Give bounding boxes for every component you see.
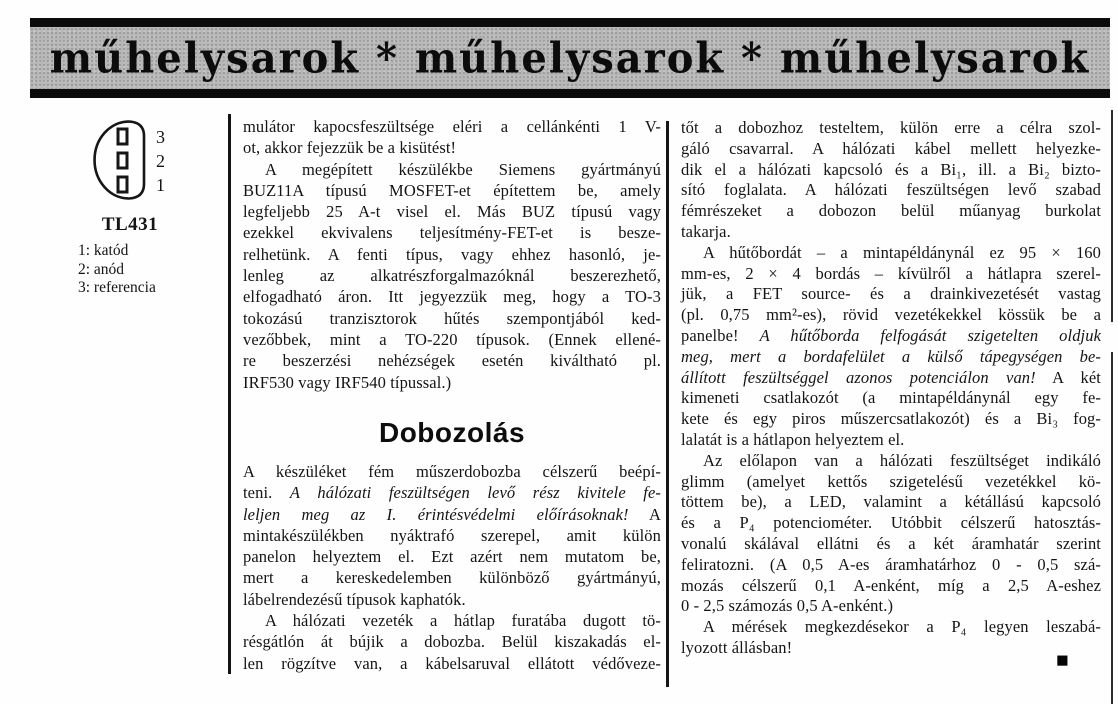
text-run: re beszerzési nehézségek esetén kiváltható pl.	[243, 351, 661, 371]
text-line	[243, 286, 661, 307]
text-line	[243, 308, 661, 329]
text-line	[681, 430, 1101, 451]
column-divider-left	[228, 114, 231, 674]
text-line	[243, 610, 661, 631]
text-run: gáló csavarral. A hálózati kábel mellett helyezke-	[681, 138, 1101, 158]
text-line	[681, 388, 1101, 409]
text-run: ot, akkor fejezzük be a kisütést!	[243, 138, 457, 158]
text-run: A megépített készülékbe Siemens gyártmányú	[265, 159, 661, 179]
pin-legend-item: 2: anód	[78, 260, 125, 278]
page-edge-line	[1111, 110, 1113, 322]
pin-3-pad	[118, 129, 127, 144]
text-line	[243, 159, 661, 180]
text-run: vezőbbek, mint a TO-220 típusok. (Ennek ellené-	[243, 329, 661, 349]
text-run: A készüléket fém műszerdobozba célszerű beépí-	[243, 462, 661, 481]
italic-text-run: A hálózati feszültségen levő rész kivitele fe-	[289, 483, 661, 503]
pin-2-pad	[118, 153, 127, 168]
text-run: tőt a dobozhoz testeltem, külön erre a célra szol-	[681, 118, 1101, 137]
page-edge-line	[1111, 352, 1113, 704]
text-run: feliratozni. (A 0,5 A-es áramhatárhoz 0 - 0,5 szá-	[681, 554, 1101, 574]
text-run: és a P₄ potenciométer. Utóbbit célszerű hatosztás-	[681, 513, 1101, 533]
text-line	[243, 372, 661, 393]
banner-title: műhelysarok * műhelysarok * műhelysarok	[49, 33, 1091, 83]
text-line	[681, 180, 1101, 201]
pin-1-pad	[118, 177, 127, 192]
text-line	[681, 222, 1101, 243]
text-run: jük, a FET source- és a drainkivezetését vastag	[681, 284, 1101, 304]
text-line	[243, 329, 661, 350]
text-run: Az előlapon van a hálózati feszültséget indikáló	[703, 450, 1101, 470]
text-line	[681, 638, 1101, 659]
text-line	[243, 546, 661, 567]
text-run: A két	[1035, 367, 1101, 387]
text-run: mert a kereskedelemben különböző gyártmányú,	[243, 568, 661, 588]
text-line	[681, 201, 1101, 222]
text-run: IRF530 vagy IRF540 típussal.)	[243, 372, 452, 392]
text-run: lenleg az alkatrészforgalmazóknál beszerezhető,	[243, 266, 661, 286]
text-run: 0 - 2,5 számozás 0,5 A-enként.)	[681, 596, 894, 616]
pin-number: 2	[156, 151, 165, 171]
text-line	[243, 482, 661, 503]
text-run: A hálózati vezeték a hátlap furatába dugott tö-	[265, 611, 661, 631]
text-line	[243, 461, 661, 482]
text-line	[681, 555, 1101, 576]
text-run: mulátor kapocsfeszültsége eléri a cellánkénti 1 V-	[243, 117, 661, 136]
text-run: kete és egy piros műszercsatlakozót) és a Bi₃ fog-	[681, 409, 1101, 429]
text-line	[243, 180, 661, 201]
text-run: (pl. 0,75 mm²-es), rövid vezetékekkel kössük be a	[681, 305, 1101, 325]
text-line	[681, 451, 1101, 472]
text-line	[243, 244, 661, 265]
italic-text-run: leljen meg az I. érintésvédelmi előírásoknak!	[243, 504, 629, 524]
text-line	[681, 596, 1101, 617]
component-name: TL431	[101, 214, 159, 235]
text-line	[681, 534, 1101, 555]
text-run: fémrészeket a dobozon belül műanyag burkolat	[681, 201, 1101, 221]
pin-legend-item: 3: referencia	[78, 279, 156, 296]
pin-number: 1	[156, 175, 165, 195]
text-run: kimeneti csatlakozót (a mintapéldánynál egy fe-	[681, 388, 1101, 408]
italic-text-run: A hűtőborda felfogását szigetelten oldjuk	[759, 325, 1101, 345]
text-run: relhetünk. A fenti típus, vagy ehhez hasonló, je-	[243, 244, 661, 264]
text-run: résgátlón át bújik a dobozba. Belül kiszakadás el-	[243, 632, 661, 652]
text-line	[681, 576, 1101, 597]
text-line	[681, 264, 1101, 285]
text-run: legfeljebb 25 A-t visel el. Más BUZ típusú vagy	[243, 202, 661, 222]
text-line	[681, 305, 1101, 326]
text-run: lyozott állásban!	[681, 637, 793, 657]
to92-package-drawing	[84, 118, 194, 208]
text-line	[681, 513, 1101, 534]
text-run: mm-es, 2 × 4 bordás – kívülről a hátlapra szerel-	[681, 263, 1101, 283]
pin-number: 3	[156, 127, 165, 147]
text-line	[243, 201, 661, 222]
text-run: A	[628, 504, 661, 524]
text-run: sító foglalata. A hálózati feszültségen levő szabad	[681, 180, 1101, 200]
text-line	[681, 472, 1101, 493]
text-run: töttem be), a LED, valamint a kétállású kapcsoló	[681, 492, 1101, 512]
text-run: lalatát is a hátlapon helyeztem el.	[681, 429, 905, 449]
text-line	[681, 409, 1101, 430]
section-banner	[30, 18, 1110, 98]
text-line	[243, 504, 661, 525]
text-line	[681, 139, 1101, 160]
text-line	[681, 160, 1101, 181]
text-run: takarja.	[681, 221, 731, 241]
text-run: dik el a hálózati kapcsoló és a Bi₁, ill. a Bi₂ bizto-	[681, 159, 1101, 179]
text-line	[243, 567, 661, 588]
text-line	[243, 631, 661, 652]
text-run: lábelrendezésű típusok kaphatók.	[243, 589, 466, 609]
text-run: glimm (amelyet kettős szigetelésű vezetékkel kö-	[681, 471, 1101, 491]
text-line	[243, 137, 661, 158]
text-line	[243, 265, 661, 286]
text-line	[681, 118, 1101, 139]
text-run: teni.	[243, 483, 290, 503]
text-line	[681, 326, 1101, 347]
italic-text-run: meg, mert a bordafelület a külső tápegységen be-	[681, 346, 1101, 366]
text-line	[681, 617, 1101, 638]
text-line	[681, 243, 1101, 264]
text-run: panelbe!	[681, 325, 760, 345]
text-column-1-upper	[243, 116, 661, 393]
section-heading: Dobozolás	[378, 417, 526, 448]
text-line	[243, 589, 661, 610]
text-run: BUZ11A típusú MOSFET-et építettem be, amely	[243, 180, 661, 200]
text-line	[243, 350, 661, 371]
text-line	[243, 525, 661, 546]
text-run: A mérések megkezdésekor a P₄ legyen leszabá-	[703, 617, 1101, 637]
text-column-2	[681, 118, 1101, 659]
text-run: tokozású tranzisztorok hűtés szempontjából ked-	[243, 308, 661, 328]
column-divider-middle	[666, 121, 669, 687]
italic-text-run: állított feszültséggel azonos potenciálon van!	[681, 367, 1036, 387]
pin-legend-item: 1: katód	[78, 242, 129, 259]
text-run: elfogadható áron. Itt jegyezzük meg, hogy a TO-3	[243, 287, 661, 307]
text-run: panelon helyeztem el. Ezt azért nem mutatom be,	[243, 547, 661, 567]
text-line	[243, 653, 661, 674]
end-of-article-marker: ■	[1056, 648, 1069, 672]
text-line	[681, 492, 1101, 513]
text-line	[243, 116, 661, 137]
text-line	[681, 284, 1101, 305]
text-run: A hűtőbordát – a mintapéldánynál ez 95 × 160	[703, 242, 1101, 262]
text-run: mintakészülékben nyáktrafó szerepel, amit külön	[243, 525, 661, 545]
text-line	[681, 368, 1101, 389]
text-run: ezekkel ekvivalens teljesítmény-FET-et is besze-	[243, 223, 661, 243]
text-line	[243, 222, 661, 243]
text-line	[681, 347, 1101, 368]
pin-legend	[78, 242, 156, 298]
text-run: mozás célszerű 0,1 A-enként, míg a 2,5 A-eshez	[681, 575, 1101, 595]
text-run: len rögzítve van, a kábelsaruval ellátott védőveze-	[243, 653, 661, 673]
text-column-1-lower	[243, 461, 661, 674]
text-run: vonalú skálával ellátni és a két áramhatár szerint	[681, 533, 1101, 553]
